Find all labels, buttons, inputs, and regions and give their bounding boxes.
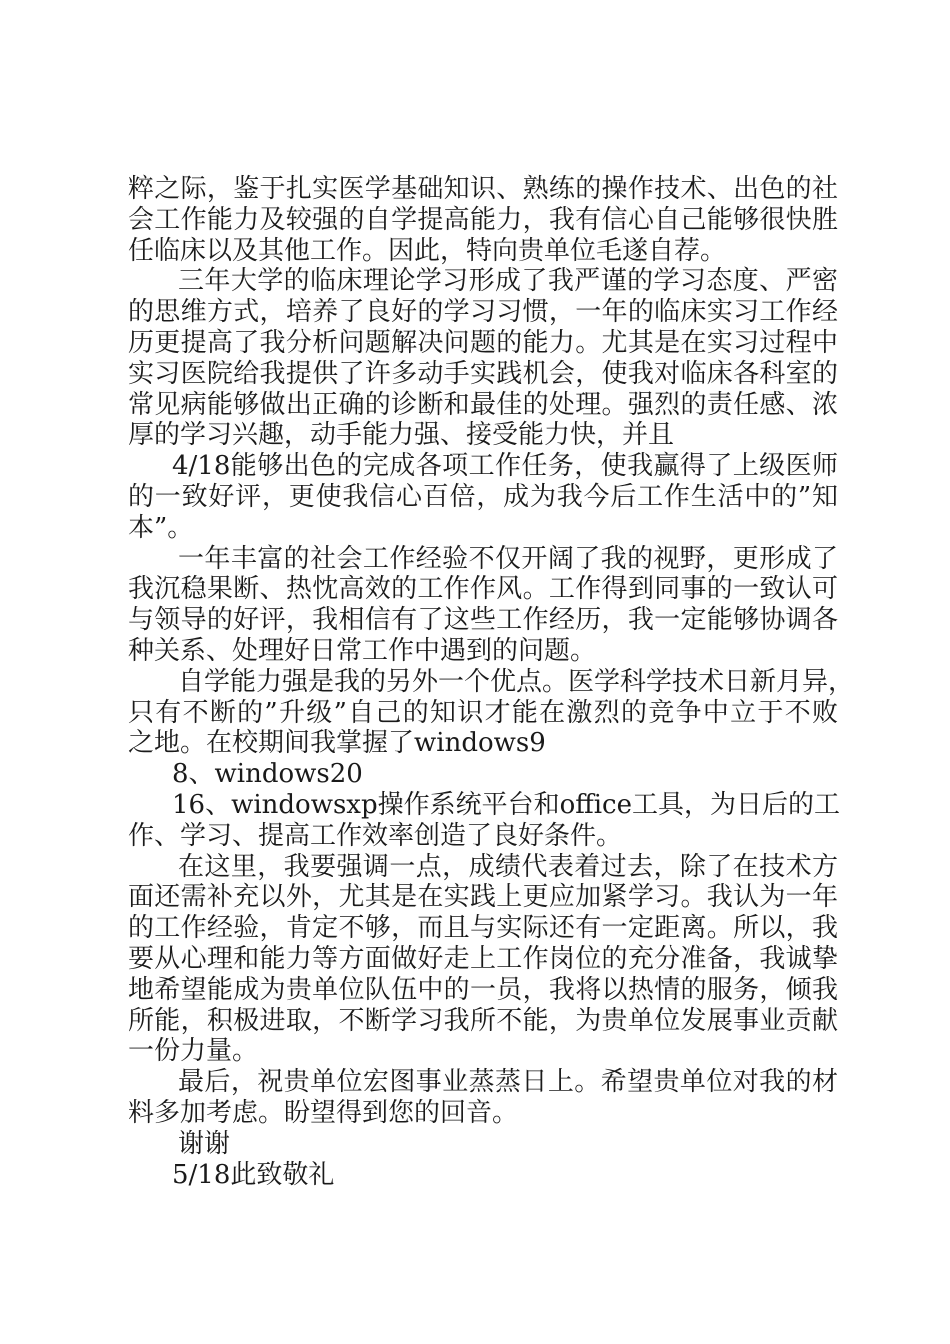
text-line: 之地。在校期间我掌握了windows9	[128, 728, 546, 759]
text-line: 作、学习、提高工作效率创造了良好条件。	[128, 820, 623, 851]
text-line: 面还需补充以外，尤其是在实践上更应加紧学习。我认为一年	[128, 882, 838, 913]
text-line: 要从心理和能力等方面做好走上工作岗位的充分准备，我诚挚	[128, 943, 838, 974]
paragraph-start-line: 4/18能够出色的完成各项工作任务，使我赢得了上级医师	[172, 451, 838, 482]
paragraph-start-line: 自学能力强是我的另外一个优点。医学科学技术日新月异，	[178, 666, 855, 697]
text-line: 所能，积极进取，不断学习我所不能，为贵单位发展事业贡献	[128, 1005, 838, 1036]
closing-salutation: 5/18此致敬礼	[172, 1159, 335, 1190]
paragraph-start-line: 8、windows20	[172, 759, 363, 790]
text-line: 只有不断的”升级”自己的知识才能在激烈的竞争中立于不败	[128, 697, 838, 728]
text-line: 与领导的好评，我相信有了这些工作经历，我一定能够协调各	[128, 605, 838, 636]
paragraph-start-line: 三年大学的临床理论学习形成了我严谨的学习态度、严密	[178, 266, 838, 297]
text-line: 一份力量。	[128, 1036, 259, 1067]
closing-thanks: 谢谢	[178, 1128, 231, 1159]
text-line: 历更提高了我分析问题解决问题的能力。尤其是在实习过程中	[128, 327, 838, 358]
text-line: 地希望能成为贵单位队伍中的一员，我将以热情的服务，倾我	[128, 974, 838, 1005]
text-line: 本”。	[128, 512, 194, 543]
text-line: 种关系、处理好日常工作中遇到的问题。	[128, 635, 597, 666]
text-line: 厚的学习兴趣，动手能力强、接受能力快，并且	[128, 420, 675, 451]
text-line: 实习医院给我提供了许多动手实践机会，使我对临床各科室的	[128, 358, 838, 389]
paragraph-start-line: 最后，祝贵单位宏图事业蒸蒸日上。希望贵单位对我的材	[178, 1067, 838, 1098]
text-line: 的一致好评，更使我信心百倍，成为我今后工作生活中的”知	[128, 481, 838, 512]
text-line: 我沉稳果断、热忱高效的工作作风。工作得到同事的一致认可	[128, 574, 838, 605]
paragraph-start-line: 在这里，我要强调一点，成绩代表着过去，除了在技术方	[178, 851, 838, 882]
text-line: 常见病能够做出正确的诊断和最佳的处理。强烈的责任感、浓	[128, 389, 838, 420]
paragraph-start-line: 16、windowsxp操作系统平台和office工具，为日后的工	[172, 789, 840, 820]
paragraph-start-line: 一年丰富的社会工作经验不仅开阔了我的视野，更形成了	[178, 543, 838, 574]
document-body	[128, 174, 855, 1190]
text-line: 粹之际，鉴于扎实医学基础知识、熟练的操作技术、出色的社	[128, 174, 838, 204]
text-line: 料多加考虑。盼望得到您的回音。	[128, 1097, 519, 1128]
text-line: 的思维方式，培养了良好的学习习惯，一年的临床实习工作经	[128, 297, 838, 328]
text-line: 的工作经验，肯定不够，而且与实际还有一定距离。所以，我	[128, 913, 838, 944]
text-line: 会工作能力及较强的自学提高能力，我有信心自己能够很快胜	[128, 204, 838, 235]
text-line: 任临床以及其他工作。因此，特向贵单位毛遂自荐。	[128, 235, 727, 266]
